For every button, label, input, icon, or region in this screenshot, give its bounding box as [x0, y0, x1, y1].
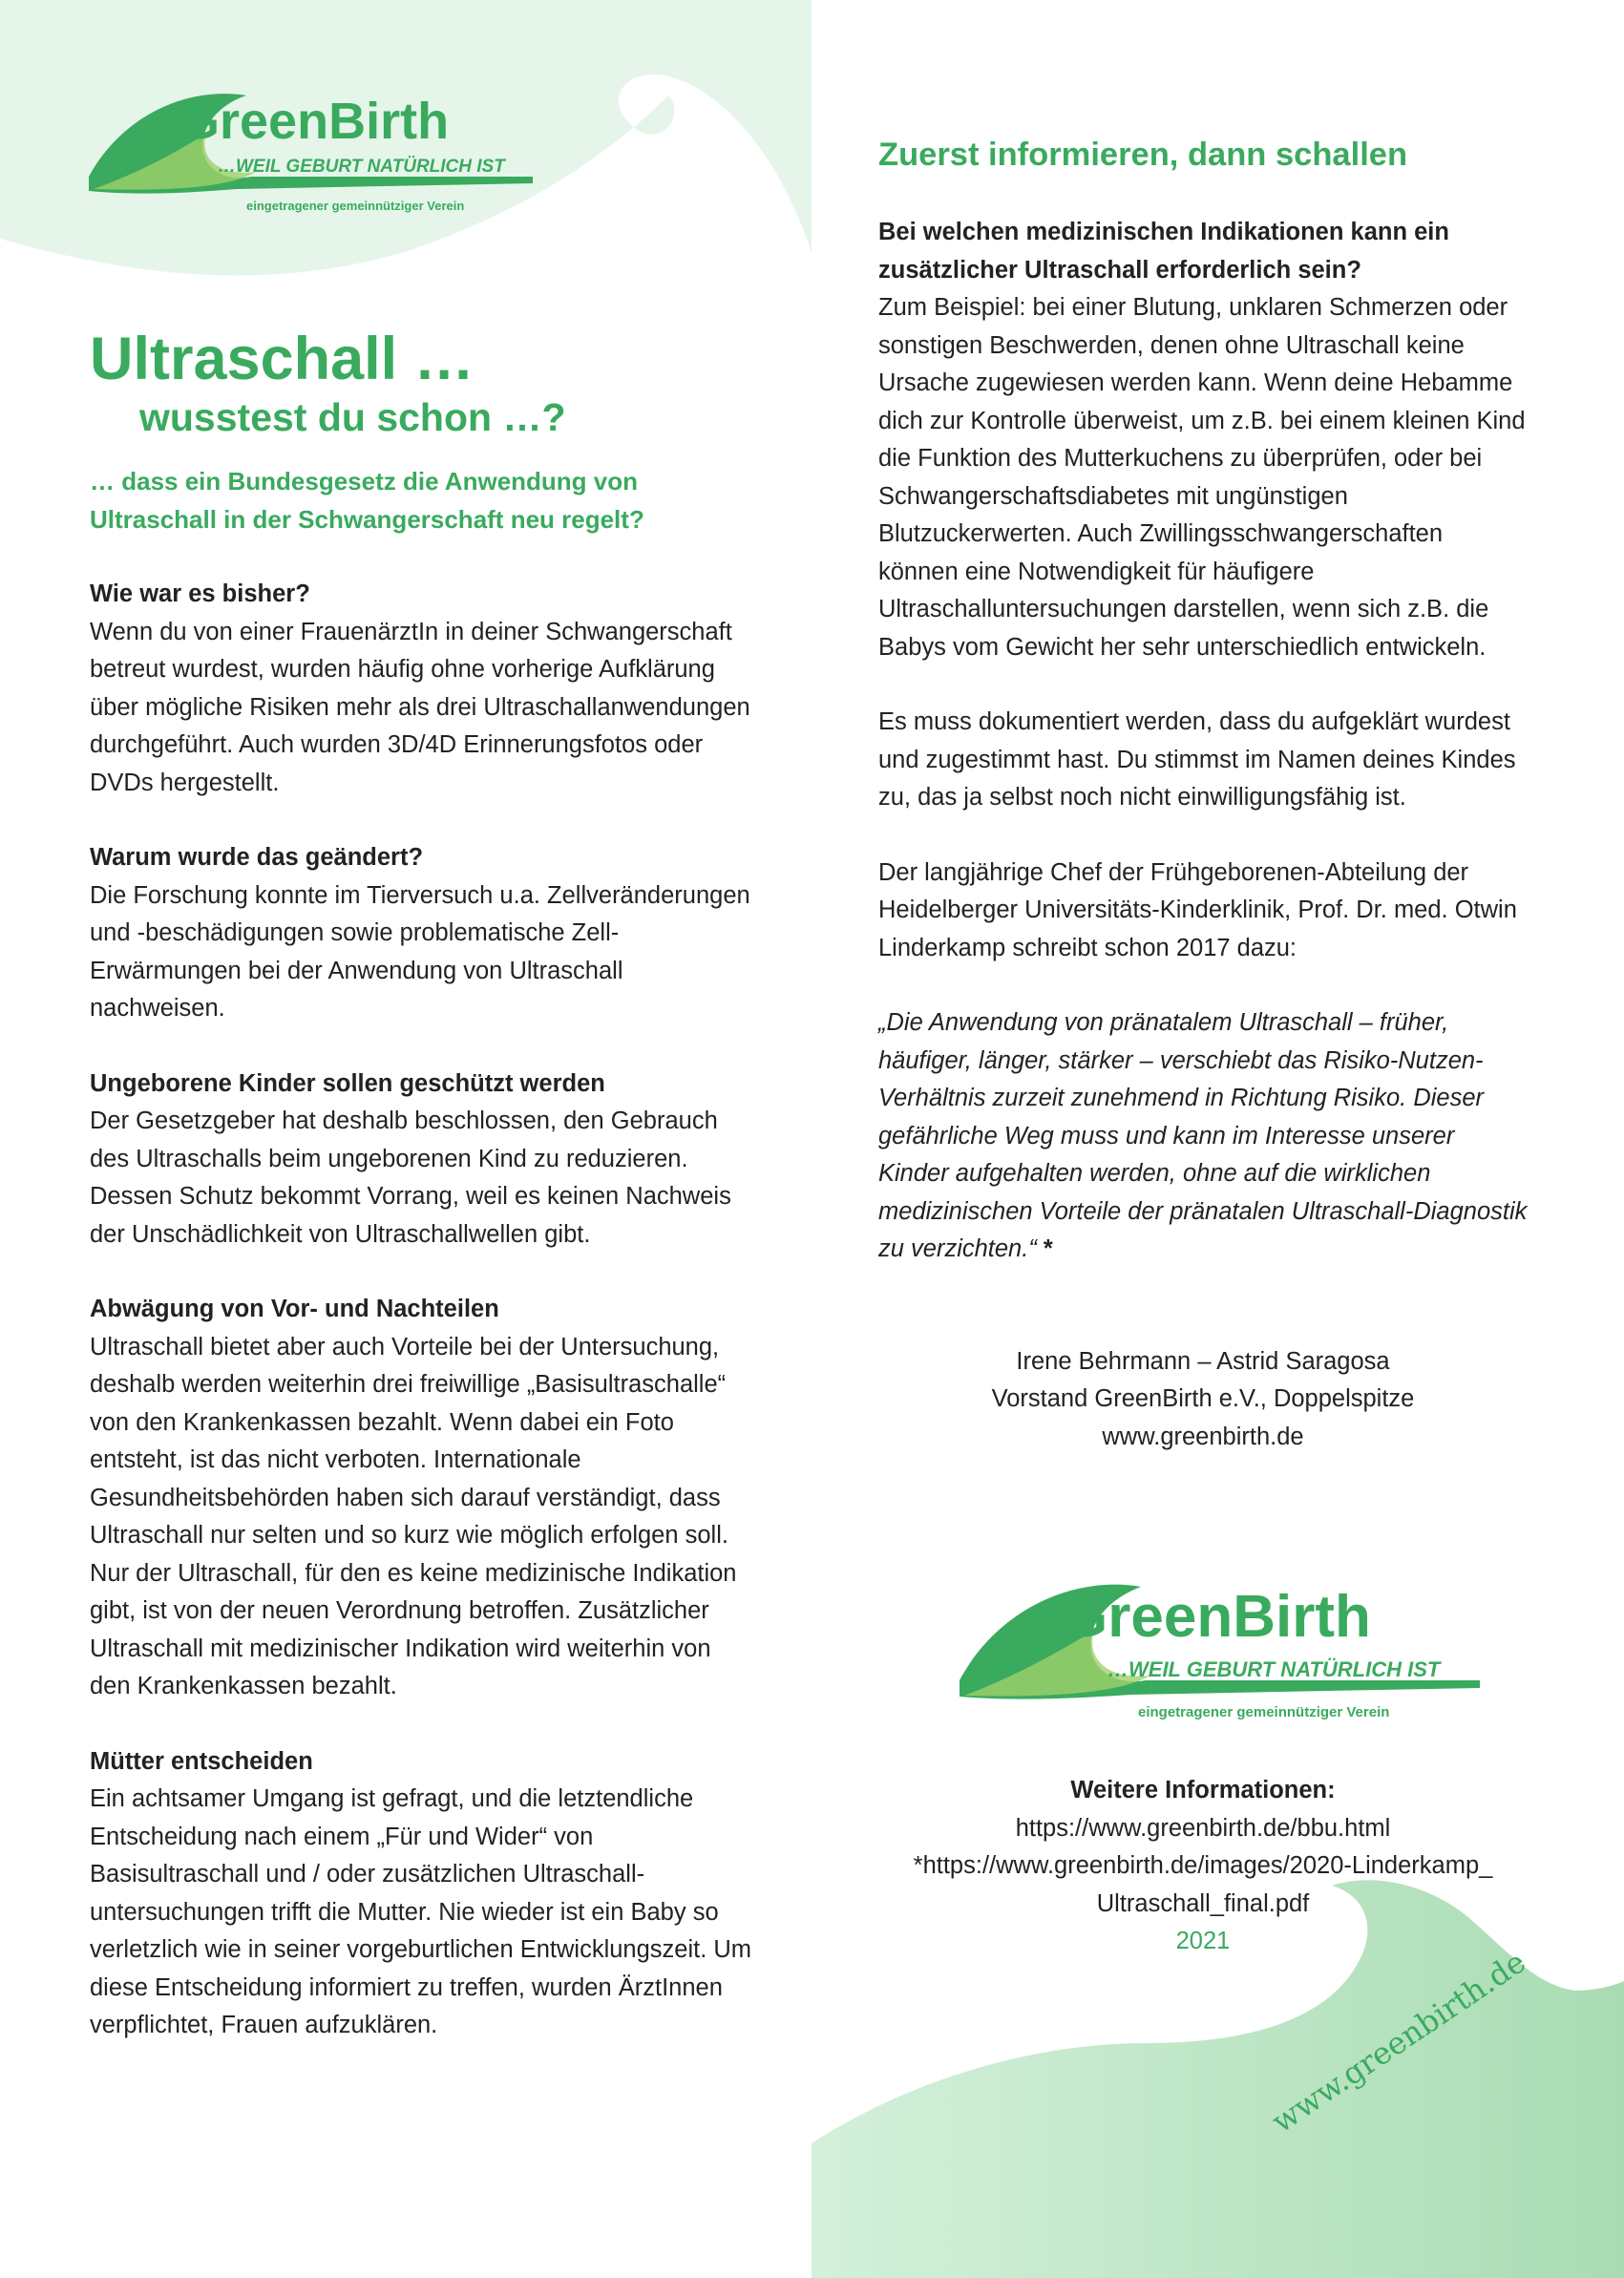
signature-names: Irene Behrmann – Astrid Saragosa: [1016, 1347, 1390, 1375]
section-body: Wenn du von einer FrauenärztIn in deiner Schwangerschaft betreut wurdest, wurden häufig ohne vorherige Aufklärung über mögliche Risiken mehr als drei Ultraschallanwendungen durchgeführt. Auch wurden 3D/4D Erinnerungsfotos oder DVDs hergestellt.: [90, 618, 750, 796]
section-5: [90, 1743, 758, 2045]
more-info-link[interactable]: https://www.greenbirth.de/bbu.html: [1015, 1814, 1391, 1842]
indication-section: [878, 214, 1528, 666]
linderkamp-paragraph: Der langjährige Chef der Frühgeborenen-Abteilung der Heidelberger Universitäts-Kinderklinik, Prof. Dr. med. Otwin Linderkamp schreibt schon 2017 dazu:: [878, 858, 1517, 961]
left-column: [90, 325, 758, 2045]
year: 2021: [1175, 1928, 1231, 1954]
section-body: Der Gesetzgeber hat deshalb beschlossen, den Gebrauch des Ultraschalls beim ungeborenen Kind zu reduzieren. Dessen Schutz bekommt Vorrang, weil es keinen Nachweis der Unschädlichkeit von Ultraschallwellen gibt.: [90, 1107, 731, 1248]
logo-bottom: [955, 1566, 1489, 1728]
indication-question: Bei welchen medizinischen Indikationen kann ein zusätzlicher Ultraschall erforderlich sein?: [878, 219, 1449, 284]
section-heading: Mütter entscheiden: [90, 1747, 313, 1775]
quote-text: „Die Anwendung von pränatalem Ultraschall – früher, häufiger, länger, stärker – verschiebt das Risiko-Nutzen-Verhältnis zurzeit zunehmend in Richtung Risiko. Dieser gefährliche Weg muss und kann im Interesse unserer Kinder aufgehalten werden, ohne auf die wirklichen medizinischen Vorteile der pränatalen Ultraschall-Diagnostik zu verzichten.“: [878, 1009, 1528, 1262]
quote: [878, 1004, 1528, 1269]
logo-tagline: …WEIL GEBURT NATÜRLICH IST: [218, 157, 505, 177]
logo-tagline: …WEIL GEBURT NATÜRLICH IST: [1107, 1657, 1441, 1681]
section-body: Ultraschall bietet aber auch Vorteile bei der Untersuchung, deshalb werden weiterhin drei freiwillige „Basisultraschalle“ von den Krankenkassen bezahlt. Wenn dabei ein Foto entsteht, ist das nicht verboten. Internationale Gesundheitsbehörden haben sich darauf verständigt, dass Ultraschall nur selten und so kurz wie möglich erfolgen soll. Nur der Ultraschall, für den es keine medizinische Indikation gibt, ist von der neuen Verordnung betroffen. Zusätzlicher Ultraschall mit medizinischer Indikation wird weiterhin von den Krankenkassen bezahlt.: [90, 1333, 737, 1699]
page-title: Ultraschall …: [90, 326, 475, 392]
section-heading: Abwägung von Vor- und Nachteilen: [90, 1296, 499, 1322]
documentation-paragraph: Es muss dokumentiert werden, dass du aufgeklärt wurdest und zugestimmt hast. Du stimmst im Namen deines Kindes zu, das ja selbst noch nicht einwilligungsfähig ist.: [878, 708, 1516, 811]
intro-text: … dass ein Bundesgesetz die Anwendung von Ultraschall in der Schwangerschaft neu regelt?: [90, 467, 644, 534]
section-body: Die Forschung konnte im Tierversuch u.a. Zellveränderungen und -beschädigungen sowie problematische Zell-Erwärmungen bei der Anwendung von Ultraschall nachweisen.: [90, 881, 750, 1022]
more-info-link-pdf-cont[interactable]: Ultraschall_final.pdf: [1096, 1889, 1310, 1917]
more-info-link-pdf[interactable]: *https://www.greenbirth.de/images/2020-Linderkamp_: [913, 1852, 1493, 1879]
logo-subtitle: eingetragener gemeinnütziger Verein: [246, 199, 465, 213]
logo-name: GreenBirth: [179, 93, 450, 150]
section-heading: Wie war es bisher?: [90, 580, 310, 607]
logo-subtitle: eingetragener gemeinnütziger Verein: [1138, 1704, 1390, 1720]
quote-footnote-mark: *: [1036, 1235, 1053, 1262]
signature-website: www.greenbirth.de: [1102, 1423, 1304, 1450]
section-2: [90, 839, 758, 1028]
section-body: Ein achtsamer Umgang ist gefragt, und die letztendliche Entscheidung nach einem „Für und Wider“ von Basisultraschall und / oder zusätzlichen Ultraschalluntersuchungen trifft die Mutter. Nie wieder ist ein Baby so verletzlich wie in seiner vorgeburtlichen Entwicklungszeit. Um diese Entscheidung informiert zu treffen, wurden ÄrztInnen verpflichtet, Frauen aufzuklären.: [90, 1785, 752, 2038]
section-1: [90, 576, 758, 802]
section-heading: Warum wurde das geändert?: [90, 844, 424, 871]
right-title: Zuerst informieren, dann schallen: [878, 137, 1408, 173]
section-4: [90, 1291, 758, 1706]
logo-name: GreenBirth: [1062, 1584, 1371, 1650]
right-column: [878, 134, 1528, 1456]
more-info: [859, 1772, 1547, 1961]
page-subtitle: wusstest du schon …?: [139, 395, 566, 439]
more-info-heading: Weitere Informationen:: [1070, 1777, 1336, 1803]
section-heading: Ungeborene Kinder sollen geschützt werden: [90, 1069, 605, 1097]
indication-answer: Zum Beispiel: bei einer Blutung, unklaren Schmerzen oder sonstigen Beschwerden, denen ohne Ultraschall keine Ursache zugewiesen werden kann. Wenn deine Hebamme dich zur Kontrolle überweist, um z.B. bei einem kleinen Kind die Funktion des Mutterkuchens zu überprüfen, oder bei Schwangerschaftsdiabetes mit ungünstigen Blutzuckerwerten. Auch Zwillingsschwangerschaften können eine Notwendigkeit für häufigere Ultraschalluntersuchungen darstellen, wenn sich z.B. die Babys vom Gewicht her sehr unterschiedlich entwickeln.: [878, 294, 1526, 661]
corner-url: www.greenbirth.de: [1265, 1943, 1532, 2141]
signature-role: Vorstand GreenBirth e.V., Doppelspitze: [991, 1385, 1415, 1412]
logo-top: [84, 76, 542, 220]
section-3: [90, 1065, 758, 1255]
